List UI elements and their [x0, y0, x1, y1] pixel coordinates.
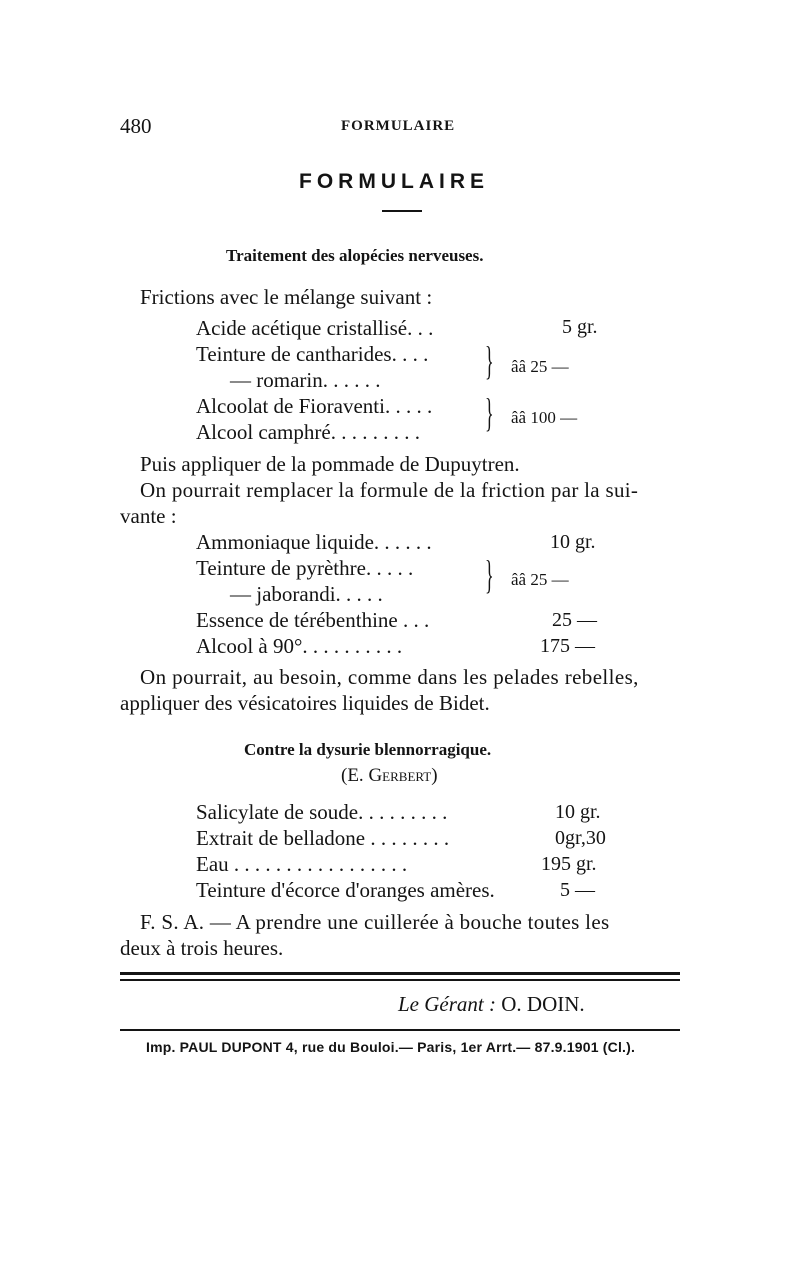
gerant-label: Le Gérant : — [398, 992, 496, 1016]
intro-text: Frictions avec le mélange suivant : — [140, 285, 433, 309]
author-credit — [341, 765, 438, 787]
recipe-qty: 5 — — [560, 879, 595, 901]
title-rule — [382, 210, 422, 212]
body-line: On pourrait remplacer la formule de la friction par la sui- — [140, 478, 639, 502]
recipe-row: Teinture de cantharides. . . . — [196, 342, 429, 366]
page-title: FORMULAIRE — [299, 170, 489, 193]
footer-rule-second — [120, 979, 680, 981]
recipe-row: — jaborandi. . . . . — [230, 582, 383, 606]
running-title: FORMULAIRE — [341, 118, 456, 134]
body-line: vante : — [120, 504, 177, 528]
recipe-row: Alcoolat de Fioraventi. . . . . — [196, 394, 433, 418]
recipe-row: Teinture de pyrèthre. . . . . — [196, 556, 414, 580]
recipe-row: Ammoniaque liquide. . . . . . — [196, 530, 432, 554]
recipe-row: Extrait de belladone . . . . . . . . — [196, 826, 450, 850]
author-name: Gerbert — [368, 765, 432, 786]
group-qty: ââ 100 — — [511, 408, 578, 427]
author-close: ) — [431, 765, 438, 786]
group-qty: ââ 25 — — [511, 357, 569, 376]
recipe-qty: 10 gr. — [550, 531, 596, 553]
brace: } — [485, 390, 494, 435]
author-open: (E. — [341, 765, 369, 786]
gerant-name: O. DOIN. — [501, 992, 585, 1016]
recipe-qty: 10 gr. — [555, 801, 601, 823]
recipe-row: Alcool à 90°. . . . . . . . . . — [196, 634, 403, 658]
footer-rule-bottom — [120, 1029, 680, 1031]
recipe-row: Essence de térébenthine . . . — [196, 608, 430, 632]
recipe-row: Salicylate de soude. . . . . . . . . — [196, 800, 448, 824]
recipe-row: Teinture d'écorce d'oranges amères. — [196, 878, 495, 902]
recipe-qty: 175 — — [540, 635, 595, 657]
brace: } — [485, 338, 494, 383]
recipe-qty: 5 gr. — [562, 316, 598, 338]
recipe-qty: 0gr,30 — [555, 827, 606, 849]
group-qty: ââ 25 — — [511, 570, 569, 589]
recipe-row: Eau . . . . . . . . . . . . . . . . . — [196, 852, 408, 876]
page-number: 480 — [120, 114, 152, 138]
gerant-line — [398, 992, 585, 1017]
section-heading-alopecies: Traitement des alopécies nerveuses. — [226, 246, 484, 265]
recipe-row: — romarin. . . . . . — [230, 368, 381, 392]
recipe-qty: 25 — — [552, 609, 597, 631]
body-line: appliquer des vésicatoires liquides de Bidet. — [120, 691, 490, 715]
body-line: Puis appliquer de la pommade de Dupuytren. — [140, 452, 520, 476]
body-line: On pourrait, au besoin, comme dans les pelades rebelles, — [140, 665, 639, 689]
brace: } — [485, 552, 494, 597]
recipe-row: Alcool camphré. . . . . . . . . — [196, 420, 420, 444]
recipe-row: Acide acétique cristallisé. . . — [196, 316, 434, 340]
body-line: F. S. A. — A prendre une cuillerée à bouche toutes les — [140, 910, 610, 934]
body-line: deux à trois heures. — [120, 936, 284, 960]
imprint: Imp. PAUL DUPONT 4, rue du Bouloi.— Paris, 1er Arrt.— 87.9.1901 (Cl.). — [146, 1039, 636, 1055]
footer-rule-top — [120, 972, 680, 975]
section-heading-dysurie: Contre la dysurie blennorragique. — [244, 740, 492, 759]
recipe-qty: 195 gr. — [541, 853, 597, 875]
